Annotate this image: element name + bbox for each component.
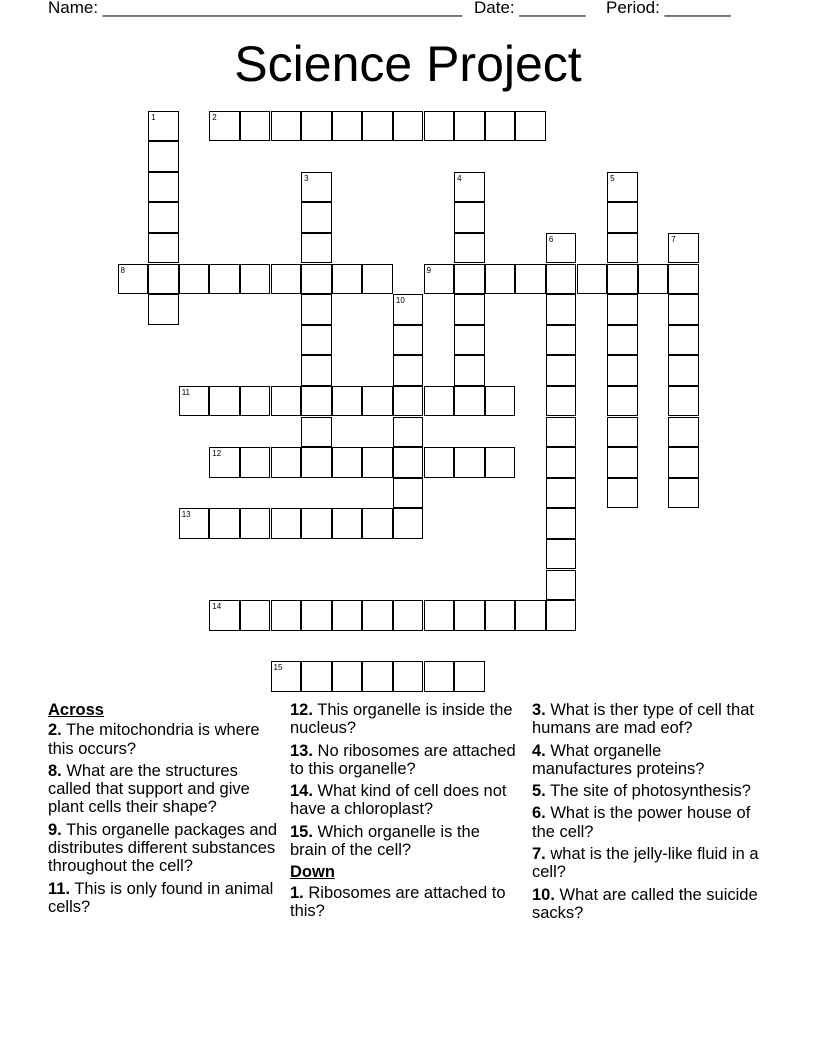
- grid-cell[interactable]: [454, 202, 485, 233]
- grid-cell[interactable]: [454, 233, 485, 264]
- grid-cell[interactable]: [362, 600, 393, 631]
- clue-15: [290, 823, 518, 860]
- clue-7: [532, 845, 762, 882]
- grid-cell[interactable]: [546, 386, 577, 417]
- grid-cell[interactable]: [393, 600, 424, 631]
- grid-cell[interactable]: [607, 233, 638, 264]
- clue-text: The site of photosynthesis?: [550, 782, 751, 801]
- clue-10: [532, 886, 762, 923]
- grid-cell[interactable]: [454, 386, 485, 417]
- clue-text: What is the power house of the cell?: [532, 804, 751, 841]
- period-field[interactable]: Period: _______: [606, 0, 731, 17]
- clue-number: 12.: [290, 701, 313, 719]
- grid-cell[interactable]: [546, 600, 577, 631]
- grid-cell[interactable]: [454, 264, 485, 295]
- grid-cell[interactable]: [546, 417, 577, 448]
- clue-number-label: 7: [671, 234, 676, 244]
- grid-cell[interactable]: [485, 447, 516, 478]
- clue-text: The mitochondria is where this occurs?: [48, 721, 260, 758]
- grid-cell[interactable]: [546, 294, 577, 325]
- grid-cell[interactable]: [393, 111, 424, 142]
- grid-cell[interactable]: [454, 111, 485, 142]
- grid-cell[interactable]: [607, 417, 638, 448]
- clue-number-label: 11: [181, 387, 190, 397]
- clue-number-label: 5: [610, 173, 615, 183]
- grid-cell[interactable]: [240, 386, 271, 417]
- grid-cell[interactable]: [424, 447, 455, 478]
- grid-cell[interactable]: [393, 661, 424, 692]
- grid-cell[interactable]: [546, 264, 577, 295]
- clue-text: This organelle packages and distributes different substances throughout the cell?: [48, 820, 278, 876]
- grid-cell[interactable]: [148, 202, 179, 233]
- grid-cell[interactable]: [362, 508, 393, 539]
- grid-cell[interactable]: [638, 264, 669, 295]
- name-field[interactable]: Name: ______________________________________: [48, 0, 463, 17]
- grid-cell[interactable]: [607, 202, 638, 233]
- grid-cell[interactable]: [301, 447, 332, 478]
- grid-cell[interactable]: [301, 325, 332, 356]
- grid-cell[interactable]: [301, 233, 332, 264]
- grid-cell[interactable]: [301, 508, 332, 539]
- clue-number: 10.: [532, 885, 555, 904]
- grid-cell[interactable]: [454, 661, 485, 692]
- grid-cell[interactable]: [148, 294, 179, 325]
- grid-cell[interactable]: [332, 447, 363, 478]
- grid-cell[interactable]: [485, 111, 516, 142]
- clue-number: 13.: [290, 741, 313, 760]
- grid-cell[interactable]: [148, 141, 179, 172]
- grid-cell[interactable]: [515, 600, 546, 631]
- grid-cell[interactable]: [332, 111, 363, 142]
- clues-column-1: [48, 701, 278, 920]
- grid-cell[interactable]: [240, 111, 271, 142]
- clue-number: 2.: [48, 721, 62, 740]
- page-title: Science Project: [234, 36, 582, 92]
- clue-text: What organelle manufactures proteins?: [532, 741, 705, 778]
- grid-cell[interactable]: [209, 264, 240, 295]
- grid-cell[interactable]: [546, 355, 577, 386]
- clue-6: [532, 804, 762, 841]
- grid-cell[interactable]: [607, 447, 638, 478]
- grid-cell[interactable]: [301, 661, 332, 692]
- section-heading-down: Down: [290, 863, 335, 882]
- grid-cell[interactable]: [668, 386, 699, 417]
- grid-cell[interactable]: [271, 447, 302, 478]
- date-field[interactable]: Date: _______: [474, 0, 586, 17]
- grid-cell[interactable]: [148, 264, 179, 295]
- section-heading-across: Across: [48, 701, 104, 719]
- grid-cell[interactable]: [668, 417, 699, 448]
- grid-cell[interactable]: [454, 355, 485, 386]
- grid-cell[interactable]: [301, 111, 332, 142]
- grid-cell[interactable]: [607, 264, 638, 295]
- clue-text: What are the structures called that support and give plant cells their shape?: [48, 761, 250, 817]
- grid-cell[interactable]: [332, 508, 363, 539]
- grid-cell[interactable]: [424, 111, 455, 142]
- grid-cell[interactable]: [668, 478, 699, 509]
- clue-text: What kind of cell does not have a chloroplast?: [290, 782, 507, 819]
- clue-number-label: 2: [212, 112, 217, 122]
- grid-cell[interactable]: [209, 508, 240, 539]
- grid-cell[interactable]: [148, 172, 179, 203]
- grid-cell[interactable]: [424, 386, 455, 417]
- grid-cell[interactable]: [393, 386, 424, 417]
- grid-cell[interactable]: [362, 386, 393, 417]
- grid-cell[interactable]: [454, 447, 485, 478]
- clue-text: What are called the suicide sacks?: [532, 885, 758, 922]
- grid-cell[interactable]: [148, 233, 179, 264]
- grid-cell[interactable]: [301, 202, 332, 233]
- grid-cell[interactable]: [668, 447, 699, 478]
- grid-cell[interactable]: [424, 661, 455, 692]
- clue-number-label: 12: [212, 449, 222, 459]
- clue-number: 9.: [48, 820, 62, 839]
- grid-cell[interactable]: [240, 600, 271, 631]
- grid-cell[interactable]: [240, 264, 271, 295]
- grid-cell[interactable]: [668, 294, 699, 325]
- clue-number-label: 10: [395, 296, 405, 306]
- grid-cell[interactable]: [607, 386, 638, 417]
- clue-number: 15.: [290, 822, 313, 841]
- clue-number: 4.: [532, 741, 546, 760]
- clue-12: [290, 701, 518, 738]
- grid-cell[interactable]: [485, 600, 516, 631]
- clue-1: [290, 884, 518, 921]
- grid-cell[interactable]: [271, 111, 302, 142]
- grid-cell[interactable]: [485, 386, 516, 417]
- clue-text: Ribosomes are attached to this?: [290, 883, 506, 920]
- grid-cell[interactable]: [607, 478, 638, 509]
- grid-cell[interactable]: [179, 264, 210, 295]
- clue-number: 3.: [532, 701, 546, 719]
- clue-number-label: 15: [273, 663, 283, 673]
- clue-number: 8.: [48, 761, 62, 780]
- clue-text: What is ther type of cell that humans are mad eof?: [532, 701, 754, 738]
- grid-cell[interactable]: [301, 386, 332, 417]
- grid-cell[interactable]: [362, 111, 393, 142]
- clue-number: 7.: [532, 845, 546, 864]
- grid-cell[interactable]: [332, 386, 363, 417]
- clue-number-label: 4: [457, 173, 462, 183]
- clue-number: 14.: [290, 782, 313, 801]
- clue-number: 1.: [290, 883, 304, 902]
- grid-cell[interactable]: [332, 661, 363, 692]
- clue-number-label: 1: [151, 112, 156, 122]
- grid-cell[interactable]: [332, 264, 363, 295]
- grid-cell[interactable]: [546, 325, 577, 356]
- grid-cell[interactable]: [577, 264, 608, 295]
- clue-number-label: 14: [212, 602, 222, 612]
- grid-cell[interactable]: [332, 600, 363, 631]
- grid-cell[interactable]: [454, 294, 485, 325]
- clues-column-3: [532, 701, 762, 926]
- grid-cell[interactable]: [393, 478, 424, 509]
- grid-cell[interactable]: [454, 325, 485, 356]
- grid-cell[interactable]: [271, 386, 302, 417]
- clue-8: [48, 762, 278, 817]
- grid-cell[interactable]: [393, 325, 424, 356]
- clue-text: This is only found in animal cells?: [48, 879, 274, 916]
- clue-text: This organelle is inside the nucleus?: [290, 701, 513, 738]
- clue-text: what is the jelly-like fluid in a cell?: [532, 845, 759, 882]
- clue-4: [532, 742, 762, 779]
- clue-5: [532, 782, 762, 800]
- clue-number-label: 8: [120, 265, 125, 275]
- grid-cell[interactable]: [515, 111, 546, 142]
- clue-3: [532, 701, 762, 738]
- grid-cell[interactable]: [393, 508, 424, 539]
- grid-cell[interactable]: [301, 264, 332, 295]
- grid-cell[interactable]: [362, 447, 393, 478]
- clue-number-label: 9: [426, 265, 431, 275]
- clue-2: [48, 721, 278, 758]
- grid-cell[interactable]: [393, 447, 424, 478]
- clues-column-2: [290, 701, 518, 924]
- grid-cell[interactable]: [607, 325, 638, 356]
- clue-text: Which organelle is the brain of the cell?: [290, 822, 480, 860]
- grid-cell[interactable]: [209, 386, 240, 417]
- grid-cell[interactable]: [546, 478, 577, 509]
- grid-cell[interactable]: [668, 355, 699, 386]
- grid-cell[interactable]: [546, 539, 577, 570]
- grid-cell[interactable]: [454, 600, 485, 631]
- grid-cell[interactable]: [362, 264, 393, 295]
- grid-cell[interactable]: [668, 325, 699, 356]
- clue-number: 11.: [48, 879, 71, 898]
- grid-cell[interactable]: [485, 264, 516, 295]
- grid-cell[interactable]: [607, 294, 638, 325]
- clue-number-label: 13: [181, 510, 191, 520]
- grid-cell[interactable]: [271, 600, 302, 631]
- clue-14: [290, 782, 518, 819]
- grid-cell[interactable]: [546, 447, 577, 478]
- grid-cell[interactable]: [424, 600, 455, 631]
- clue-number: 5.: [532, 782, 546, 801]
- grid-cell[interactable]: [515, 264, 546, 295]
- grid-cell[interactable]: [668, 264, 699, 295]
- grid-cell[interactable]: [546, 570, 577, 601]
- grid-cell[interactable]: [301, 417, 332, 448]
- grid-cell[interactable]: [240, 508, 271, 539]
- grid-cell[interactable]: [301, 294, 332, 325]
- clue-number-label: 3: [304, 173, 309, 183]
- grid-cell[interactable]: [240, 447, 271, 478]
- clue-text: No ribosomes are attached to this organelle?: [290, 741, 516, 778]
- grid-cell[interactable]: [301, 600, 332, 631]
- grid-cell[interactable]: [271, 508, 302, 539]
- grid-cell[interactable]: [393, 417, 424, 448]
- grid-cell[interactable]: [301, 355, 332, 386]
- grid-cell[interactable]: [362, 661, 393, 692]
- grid-cell[interactable]: [607, 355, 638, 386]
- clue-13: [290, 742, 518, 779]
- grid-cell[interactable]: [271, 264, 302, 295]
- clue-number: 6.: [532, 804, 546, 823]
- grid-cell[interactable]: [393, 355, 424, 386]
- clue-number-label: 6: [548, 234, 554, 244]
- clue-11: [48, 880, 278, 917]
- clue-9: [48, 821, 278, 876]
- grid-cell[interactable]: [546, 508, 577, 539]
